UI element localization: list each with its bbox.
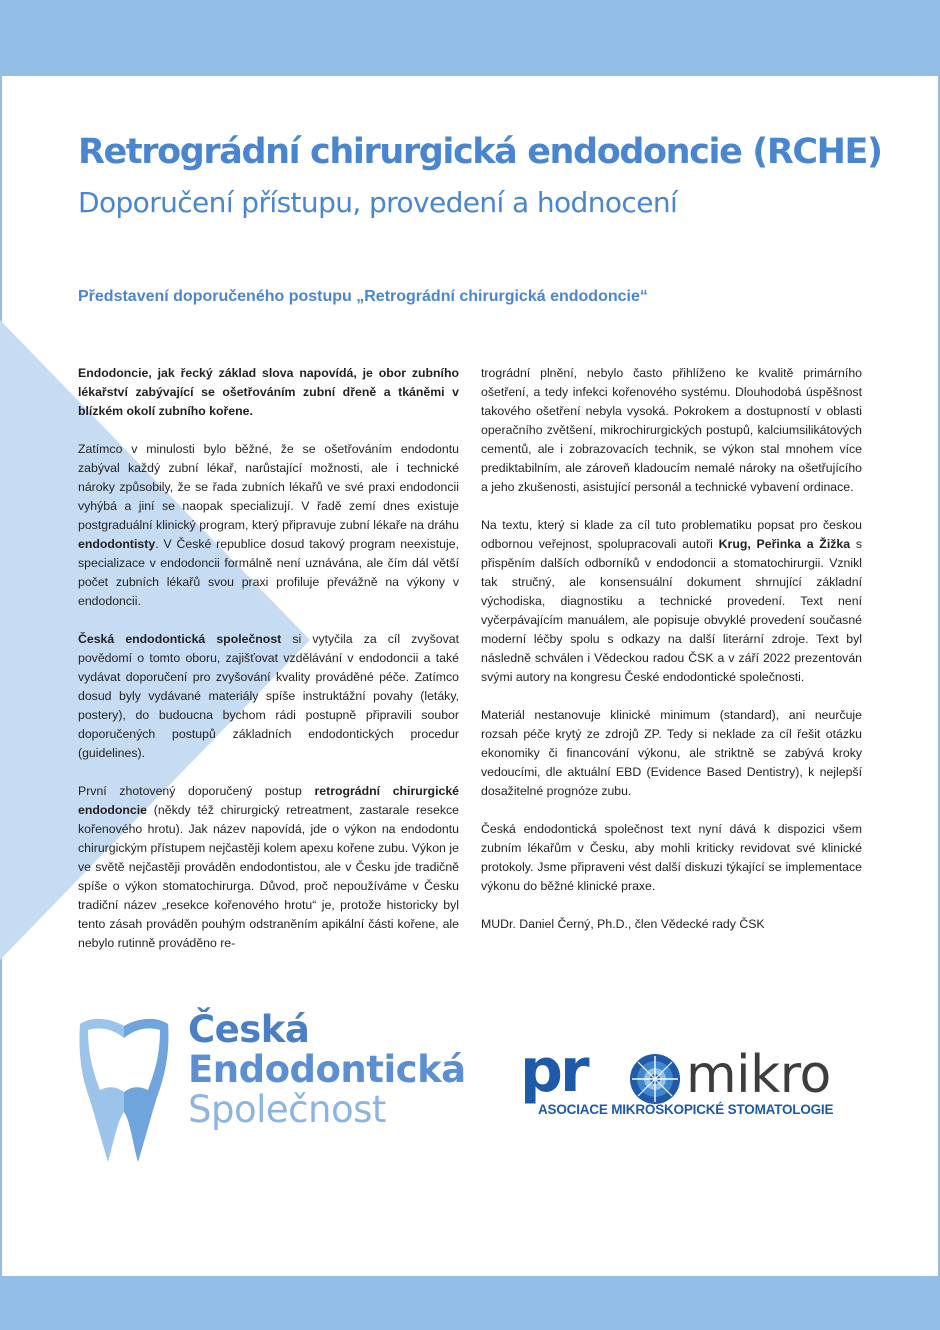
bottom-color-band [0, 1276, 940, 1330]
promikro-logo-mikro: mikro [686, 1045, 831, 1105]
signature: MUDr. Daniel Černý, Ph.D., člen Vědecké rady ČSK [481, 917, 765, 931]
paragraph-authors: Na textu, který si klade za cíl tuto problematiku popsat pro českou odbornou veřejnost, spolupracovali autoři Krug, Peřinka a Žižka s přispěním dalších odborníků v endodoncii a stomatochirurgii. Vznikl tak stručný, ale konsensuální dokument shrnující základní východiska, diagnostiku a technické provedení. Text není vyčerpávajícím manuálem, ale popisuje obvyklé provedení současné moderní léčby spolu s odkazy na další literární zdroje. Text byl následně schválen i Vědeckou radou ČSK a v září 2022 prezentován svými autory na kongresu České endodontické společnosti. [481, 518, 862, 684]
page-subtitle: Doporučení přístupu, provedení a hodnocení [78, 186, 678, 219]
right-text-column [481, 364, 862, 953]
paragraph-continuation: trográdní plnění, nebylo často přihlíženo ke kvalitě primárního ošetření, a tedy infekci kořenového systému. Dlouhodobá úspěšnost takového ošetření nebyla vysoká. Pokrokem a dostupností v oblasti operačního zvětšení, mikrochirurgických postupů, kalciumsilikátových cementů, ale i zobrazovacích technik, se výkon stal mnohem více prediktabilním, ale zároveň kladoucím nemalé nároky na ošetřujícího a jeho zkušenosti, asistující personál a technické vybavení ordinace. [481, 366, 862, 494]
paragraph-history: Zatímco v minulosti bylo běžné, že se ošetřováním endodontu zabýval každý zubní lékař, narůstající možnosti, ale i technické nároky způsobily, že se řada zubních lékařů ve své praxi endodoncii vyhýbá a jiní se naopak specializují. V řadě zemí dnes existuje postgraduální klinický program, který připravuje zubní lékaře na dráhu endodontisty. V České republice dosud takový program neexistuje, specializace v endodoncii formálně není uznávána, ale čím dál větší počet zubních lékařů svou praxi profiluje převážně na výkony v endodoncii. [78, 442, 459, 608]
page-title: Retrográdní chirurgická endodoncie (RCHE) [78, 132, 882, 172]
ces-logo-line2: Endodontická [188, 1048, 466, 1091]
left-text-column [78, 364, 459, 972]
lead-paragraph: Endodoncie, jak řecký základ slova napovídá, je obor zubního lékařství zabývající se ošetřováním zubní dřeně a tkáněmi v blízkém okolí zubního kořene. [78, 366, 459, 418]
top-color-band [0, 0, 940, 76]
paragraph-society: Česká endodontická společnost si vytyčila za cíl zvyšovat povědomí o tomto oboru, zajišťovat vzdělávání v endodoncii a také vydávat doporučení pro zvyšování kvality prováděné péče. Zatímco dosud byly vydávané materiály spíše instruktážní povahy (letáky, postery), do budoucna bychom rádi postupně připravili soubor doporučených postupů základních endodontických procedur (guidelines). [78, 632, 459, 760]
promikro-logo-pro: pr [520, 1036, 587, 1106]
paragraph-scope: Materiál nestanovuje klinické minimum (standard), ani neurčuje rozsah péče krytý ze zdrojů ZP. Tedy si neklade za cíl řešit otázku ekonomiky či financování výkonu, ale striktně se zabývá kroky vedoucími, dle aktuální EBD (Evidence Based Dentistry), k nejlepší dosažitelné prognóze zubu. [481, 708, 862, 798]
paragraph-first-guideline: První zhotovený doporučený postup retrográdní chirurgické endodoncie (někdy též chirurgický retreatment, zastarale resekce kořenového hrotu). Jak název napovídá, jde o výkon na endodontu chirurgickým přístupem nejčastěji kolem apexu kořene zubu. Výkon je ve světě nejčastěji prováděn endodontistou, ale v Česku jde tradičně spíše o výkon stomatochirurga. Důvod, proč nepoužíváme v Česku tradiční název „resekce kořenového hrotu“ je, protože historicky byl tento zásah prováděn pouhým odstraněním apikální části kořene, ale nebylo rutinně prováděno re- [78, 784, 460, 950]
lens-aperture-icon [628, 1052, 682, 1106]
promikro-tagline: ASOCIACE MIKROSKOPICKÉ STOMATOLOGIE [538, 1102, 834, 1117]
tooth-icon [78, 1016, 170, 1162]
paragraph-availability: Česká endodontická společnost text nyní dává k dispozici všem zubním lékařům v Česku, aby mohli kriticky revidovat své klinické protokoly. Jsme připraveni vést další diskuzi týkající se implementace výkonu do běžné klinické praxe. [481, 822, 862, 893]
ces-logo [78, 1010, 478, 1170]
intro-heading: Představení doporučeného postupu „Retrográdní chirurgická endodoncie“ [78, 288, 648, 305]
promikro-logo [520, 1036, 834, 1132]
ces-logo-line1: Česká [188, 1008, 310, 1051]
ces-logo-line3: Společnost [188, 1088, 386, 1131]
